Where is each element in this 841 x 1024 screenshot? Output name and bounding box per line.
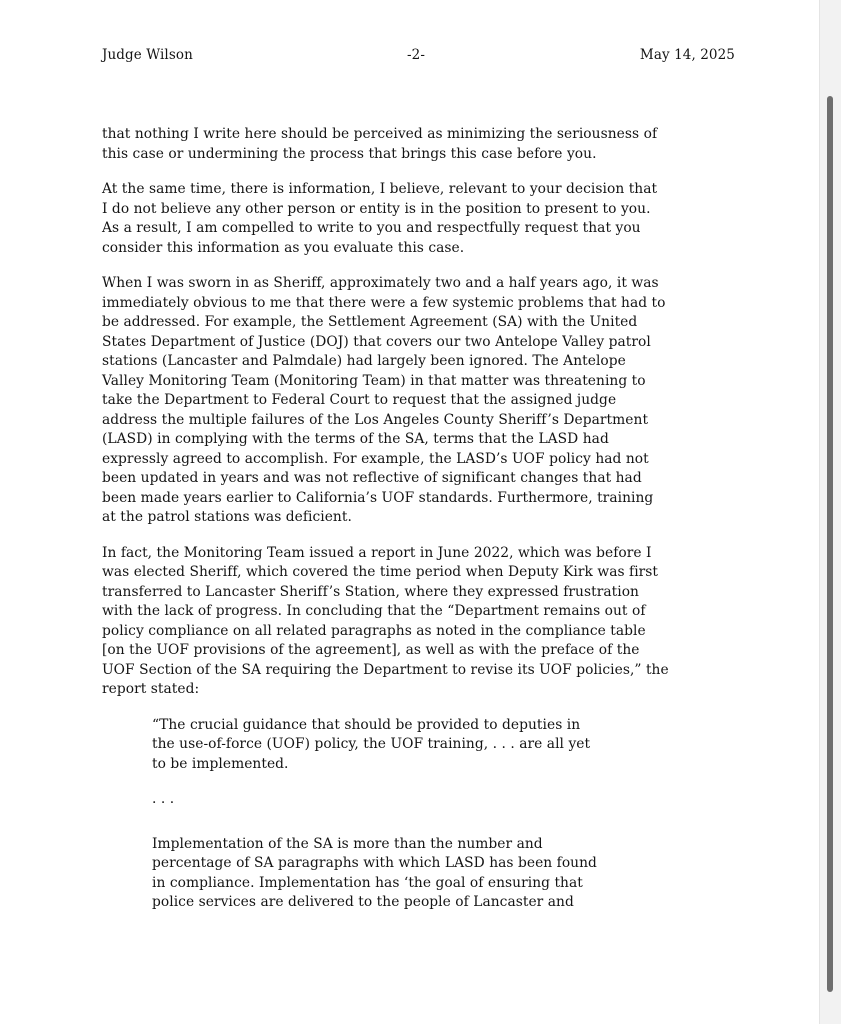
text-line: police services are delivered to the people of Lancaster and [152,894,574,910]
text-line: that nothing I write here should be perceived as minimizing the seriousness of [102,126,658,142]
text-line: When I was sworn in as Sheriff, approximately two and a half years ago, it was [102,275,659,291]
vertical-scrollbar[interactable] [819,0,841,1024]
paragraph-2 [102,180,742,258]
text-line: stations (Lancaster and Palmdale) had largely been ignored. The Antelope [102,353,626,369]
text-line: with the lack of progress. In concluding that the “Department remains out of [102,603,646,619]
text-line: been updated in years and was not reflective of significant changes that had [102,470,642,486]
text-line: in compliance. Implementation has ‘the goal of ensuring that [152,874,583,891]
text-line: be addressed. For example, the Settlement Agreement (SA) with the United [102,314,638,330]
text-line: take the Department to Federal Court to request that the assigned judge [102,392,617,408]
header-date: May 14, 2025 [639,47,735,63]
paragraph-3 [102,274,742,528]
text-line: In fact, the Monitoring Team issued a report in June 2022, which was before I [102,544,652,561]
block-quote-1 [152,716,742,775]
text-line: expressly agreed to accomplish. For example, the LASD’s UOF policy had not [102,450,649,467]
text-line: “The crucial guidance that should be provided to deputies in [152,716,581,733]
scrollbar-thumb[interactable] [827,96,833,992]
text-line: was elected Sheriff, which covered the time period when Deputy Kirk was first [102,564,659,580]
text-line: Valley Monitoring Team (Monitoring Team) in that matter was threatening to [102,372,646,389]
text-line: Implementation of the SA is more than the number and [152,835,543,852]
text-line: immediately obvious to me that there were a few systemic problems that had to [102,294,666,311]
text-line: the use-of-force (UOF) policy, the UOF training, . . . are all yet [152,736,591,752]
text-line: consider this information as you evaluate this case. [102,239,465,256]
page-header [102,47,735,67]
text-line: this case or undermining the process that brings this case before you. [102,145,597,162]
paragraph-4 [102,544,742,700]
text-line: percentage of SA paragraphs with which LASD has been found [152,855,597,871]
text-line: UOF Section of the SA requiring the Department to revise its UOF policies,” the [102,661,669,678]
block-quote-2 [152,835,742,913]
text-line: address the multiple failures of the Los Angeles County Sheriff’s Department [102,411,649,428]
text-line: . . . [152,791,175,807]
header-recipient: Judge Wilson [102,47,193,63]
text-line: to be implemented. [152,755,289,772]
letter-body [102,125,742,929]
quote-ellipsis [152,790,742,810]
text-line: I do not believe any other person or entity is in the position to present to you. [102,200,651,217]
text-line: At the same time, there is information, I believe, relevant to your decision that [102,181,658,197]
text-line: States Department of Justice (DOJ) that covers our two Antelope Valley patrol [102,333,651,350]
text-line: been made years earlier to California’s UOF standards. Furthermore, training [102,489,654,506]
page-number: -2- [407,47,426,63]
text-line: (LASD) in complying with the terms of the SA, terms that the LASD had [102,431,609,447]
text-line: at the patrol stations was deficient. [102,509,352,525]
text-line: report stated: [102,681,200,697]
paragraph-1 [102,125,742,164]
text-line: transferred to Lancaster Sheriff’s Station, where they expressed frustration [102,583,639,600]
text-line: [on the UOF provisions of the agreement], as well as with the preface of the [102,642,640,658]
text-line: As a result, I am compelled to write to you and respectfully request that you [102,220,641,236]
text-line: policy compliance on all related paragraphs as noted in the compliance table [102,622,646,639]
